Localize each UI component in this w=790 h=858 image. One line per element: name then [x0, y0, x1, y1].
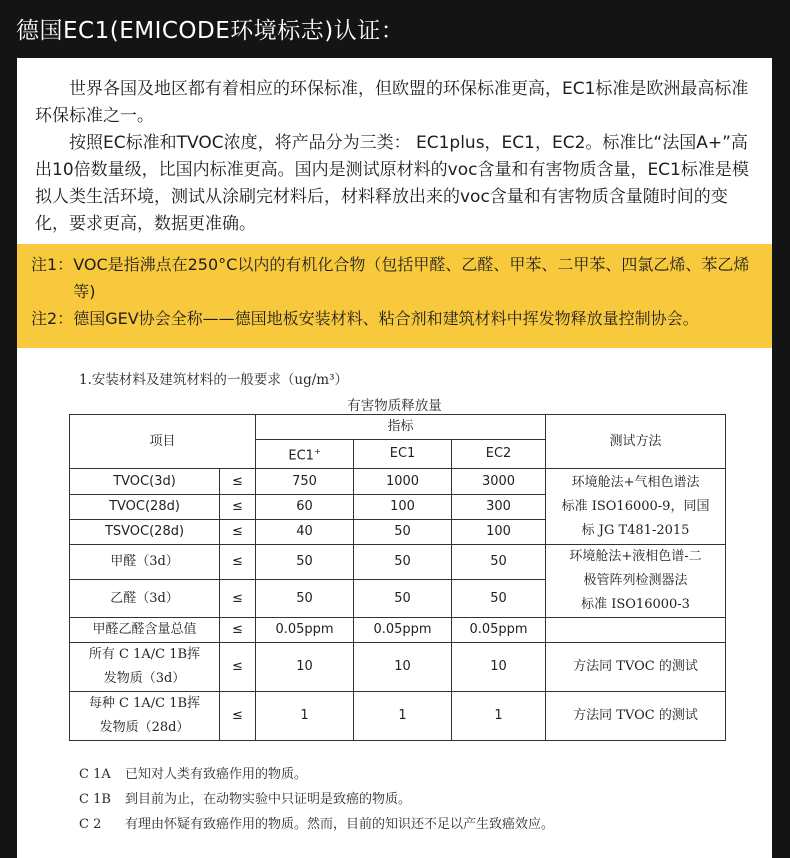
value-ec2: 3000: [452, 469, 546, 495]
le-sign: ≤: [220, 579, 256, 618]
value-ec1plus: 0.05ppm: [256, 618, 354, 643]
header-method: 测试方法: [546, 415, 726, 469]
le-sign: ≤: [220, 469, 256, 495]
value-ec2: 100: [452, 520, 546, 545]
note-1-label: 注1：: [31, 255, 74, 274]
value-ec1: 50: [354, 520, 452, 545]
le-sign: ≤: [220, 495, 256, 520]
value-ec1: 0.05ppm: [354, 618, 452, 643]
footnote-text: 有理由怀疑有致癌作用的物质。然而，目前的知识还不足以产生致癌效应。: [125, 817, 555, 832]
value-ec1: 10: [354, 643, 452, 692]
header-ec1plus-sup: +: [313, 447, 321, 456]
value-ec1plus: 60: [256, 495, 354, 520]
value-ec2: 300: [452, 495, 546, 520]
intro-section: [17, 58, 772, 244]
value-ec2: 1: [452, 692, 546, 741]
row-item-line: 发物质（28d）: [99, 720, 190, 736]
value-ec1: 50: [354, 579, 452, 618]
row-item-line: 发物质（3d）: [103, 671, 186, 687]
row-item: TVOC(28d): [70, 495, 220, 520]
row-item-line: 每种 C 1A/C 1B挥: [88, 696, 201, 712]
header-indicator: 指标: [256, 415, 546, 440]
row-item: [70, 692, 220, 741]
doc-heading: 1.安装材料及建筑材料的一般要求（ug/m³）: [79, 372, 348, 388]
table-row: [70, 692, 726, 741]
footnote-code: C 2: [79, 817, 102, 832]
value-ec1: 100: [354, 495, 452, 520]
value-ec2: 50: [452, 579, 546, 618]
footnote-text: 已知对人类有致癌作用的物质。: [125, 767, 308, 782]
header-ec2: EC2: [452, 440, 546, 469]
method-empty: [546, 618, 726, 643]
note-2-text: 德国GEV协会全称——德国地板安装材料、粘合剂和建筑材料中挥发物释放量控制协会。: [73, 309, 699, 328]
row-item: 乙醛（3d）: [70, 579, 220, 618]
table-header-row: [70, 415, 726, 440]
row-item: [70, 643, 220, 692]
le-sign: ≤: [220, 643, 256, 692]
table-row: [70, 545, 726, 579]
value-ec2: 10: [452, 643, 546, 692]
method-line: 标准 ISO16000-9，同国: [561, 498, 710, 514]
value-ec1: 50: [354, 545, 452, 579]
footnote-c1b: [79, 787, 554, 812]
value-ec1plus: 10: [256, 643, 354, 692]
row-item: 甲醛（3d）: [70, 545, 220, 579]
method-cell: 方法同 TVOC 的测试: [546, 643, 726, 692]
value-ec1plus: 40: [256, 520, 354, 545]
note-1: [31, 251, 764, 305]
row-item: TVOC(3d): [70, 469, 220, 495]
le-sign: ≤: [220, 520, 256, 545]
note-2-label: 注2：: [31, 309, 74, 328]
le-sign: ≤: [220, 692, 256, 741]
intro-paragraph-2: 按照EC标准和TVOC浓度，将产品分为三类： EC1plus，EC1，EC2。标准比“法国A+”高出10倍数量级，比国内标准更高。国内是测试原材料的voc含量和有害物质含量，EC1标准是模拟人类生活环境，测试从涂刷完材料后，材料释放出来的voc含量和有害物质含量随时间的变化，要求更高，数据更准确。: [35, 133, 749, 234]
footnote-code: C 1B: [79, 792, 111, 807]
value-ec1: 1: [354, 692, 452, 741]
footnote-c1a: [79, 762, 554, 787]
le-sign: ≤: [220, 545, 256, 579]
note-2: [31, 305, 764, 332]
scanned-standard-document: [17, 348, 772, 858]
value-ec1plus: 50: [256, 545, 354, 579]
le-sign: ≤: [220, 618, 256, 643]
notes-banner: [17, 244, 772, 348]
table-row: [70, 643, 726, 692]
header-ec1plus-label: EC1: [288, 448, 314, 464]
note-1-text: VOC是指沸点在250°C以内的有机化合物（包括甲醛、乙醛、甲苯、二甲苯、四氯乙烯、苯乙烯等): [73, 255, 750, 301]
value-ec1: 1000: [354, 469, 452, 495]
value-ec1plus: 1: [256, 692, 354, 741]
table-row: [70, 469, 726, 495]
method-line: 极管阵列检测器法: [583, 573, 688, 589]
row-item-line: 所有 C 1A/C 1B挥: [88, 647, 201, 663]
footnote-code: C 1A: [79, 767, 111, 782]
method-line: 标准 ISO16000-3: [581, 597, 690, 613]
value-ec2: 0.05ppm: [452, 618, 546, 643]
carcinogen-footnotes: [79, 762, 554, 837]
method-line: 标 JG T481-2015: [581, 522, 690, 538]
table-row: [70, 618, 726, 643]
header-ec1: EC1: [354, 440, 452, 469]
method-line: 环境舱法+气相色谱法: [571, 474, 700, 490]
method-group-1: [546, 469, 726, 545]
table-caption: 有害物质释放量: [347, 398, 442, 414]
method-line: 环境舱法+液相色谱-二: [569, 549, 702, 565]
value-ec1plus: 750: [256, 469, 354, 495]
row-item: TSVOC(28d): [70, 520, 220, 545]
header-item: 项目: [70, 415, 256, 469]
footnote-text: 到目前为止，在动物实验中只证明是致癌的物质。: [125, 792, 412, 807]
value-ec1plus: 50: [256, 579, 354, 618]
value-ec2: 50: [452, 545, 546, 579]
method-cell: 方法同 TVOC 的测试: [546, 692, 726, 741]
row-item: 甲醛乙醛含量总值: [70, 618, 220, 643]
method-group-2: [546, 545, 726, 618]
intro-paragraph-1: 世界各国及地区都有着相应的环保标准，但欧盟的环保标准更高，EC1标准是欧洲最高标准环保标准之一。: [35, 79, 749, 126]
page-title: 德国EC1(EMICODE环境标志)认证：: [16, 18, 405, 44]
header-ec1plus: [256, 440, 354, 469]
footnote-c2: [79, 812, 554, 837]
emission-requirements-table: [69, 414, 726, 741]
